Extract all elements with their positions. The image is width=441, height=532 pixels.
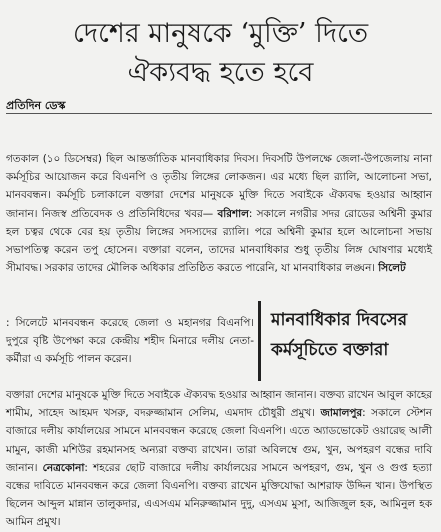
dateline-sylhet: সিলেট [378, 262, 406, 275]
byline-rule [6, 113, 432, 114]
paragraph-speakers: বক্তারা দেশের মানুষকে মুক্তি দিতে সবাইকে ঐক্যবদ্ধ হওয়ার আহ্বান জানান। বক্তব্য রাখেন আবুল কাহের শামীম, সাহেদ আহমদ খসরু, বদরুজ্জামান সেলিম, এমদাদ চৌধুরী প্রমুখ। [6, 389, 432, 420]
byline: প্রতিদিন ডেস্ক [6, 99, 66, 112]
pull-quote-line-2: কর্মসূচিতে বক্তারা [271, 340, 389, 360]
headline-line-1: দেশের মানুষকে ‘মুক্তি’ দিতে [72, 18, 369, 49]
paragraph-intro: গতকাল (১০ ডিসেম্বর) ছিল আন্তর্জাতিক মানবাধিকার দিবস। দিবসটি উপলক্ষে জেলা-উপজেলায় নানা কর্মসূচির আয়োজন করে বিএনপি ও তৃতীয় লিঙ্গের লোকজন। এর মধ্যে ছিল র‌্যালি, আলোচনা সভা, মানববন্ধন। কর্মসূচি চলাকালে বক্তারা দেশের মানুষকে মুক্তি দিতে সবাইকে ঐক্যবদ্ধ হওয়ার আহ্বান জানান। নিজস্ব প্রতিবেদক ও প্রতিনিধিদের খবর— [6, 153, 432, 220]
article-body-top [6, 150, 432, 277]
dateline-jamalpur: জামালপুর [320, 407, 363, 420]
headline-line-2: ঐক্যবদ্ধ হতে হবে [127, 57, 314, 88]
pull-quote-box [258, 301, 441, 381]
jamalpur-text: : সকালে স্টেশন বাজারে দলীয় কার্যালয়ের সামনে মানববন্ধন করেছে জেলা বিএনপি। এতে অ্যাডভোকেট ওয়ারেছ আলী মামুন, কাজী মশিউর রহমানসহ অন্যরা বক্তব্য রাখেন। তারা অবিলম্বে গুম, খুন, অপহরণ বন্ধের দাবি জানান। [6, 407, 432, 474]
pull-quote-line-1: মানবাধিকার দিবসের [271, 310, 408, 330]
netrokona-text: : শহরের ছোট বাজারে দলীয় কার্যালয়ের সামনে অপহরণ, গুম, খুন ও গুপ্ত হত্যা বন্ধের দাবিতে মানববন্ধন করে জেলা বিএনপি। বক্তব্য রাখেন মুক্তিযোদ্ধা আশরাফ উদ্দিন খান। উপস্থিত ছিলেন আব্দুল মান্নান তালুকদার, এএসএম মনিরুজ্জামান দুদু, এসএম মুসা, আজিজুল হক, আমিনুল হক আমিন প্রমুখ। [6, 461, 432, 529]
article-column-left [6, 314, 254, 369]
headline [0, 14, 441, 92]
barishal-text: : সকালে নগরীর সদর রোডের অশ্বিনী কুমার হল চত্বর থেকে বের হয় তৃতীয় লিঙ্গের সদস্যদের র‌্যালি। পরে অশ্বিনী কুমার হলে আলোচনা সভায় সভাপতিত্ব করেন তপু হোসেন। বক্তারা বলেন, তাদের মানবাধিকার শুধু তৃতীয় লিঙ্গ ঘোষণার মধ্যেই সীমাবদ্ধ। সরকার তাদের মৌলিক অধিকার প্রতিষ্ঠিত করতে পারেনি, যা মানবাধিকার লঙ্ঘন। [6, 207, 432, 275]
dateline-barishal: বরিশাল [217, 207, 249, 220]
dateline-netrokona: নেত্রকোনা [42, 461, 85, 474]
sylhet-text: : সিলেটে মানববন্ধন করেছে জেলা ও মহানগর বিএনপি। দুপুরে বৃষ্টি উপেক্ষা করে কেন্দ্রীয় শহীদ মিনারে দলীয় নেতা-কর্মীরা এ কর্মসূচি পালন করেন। [6, 317, 254, 366]
article-body-bottom [6, 386, 432, 532]
